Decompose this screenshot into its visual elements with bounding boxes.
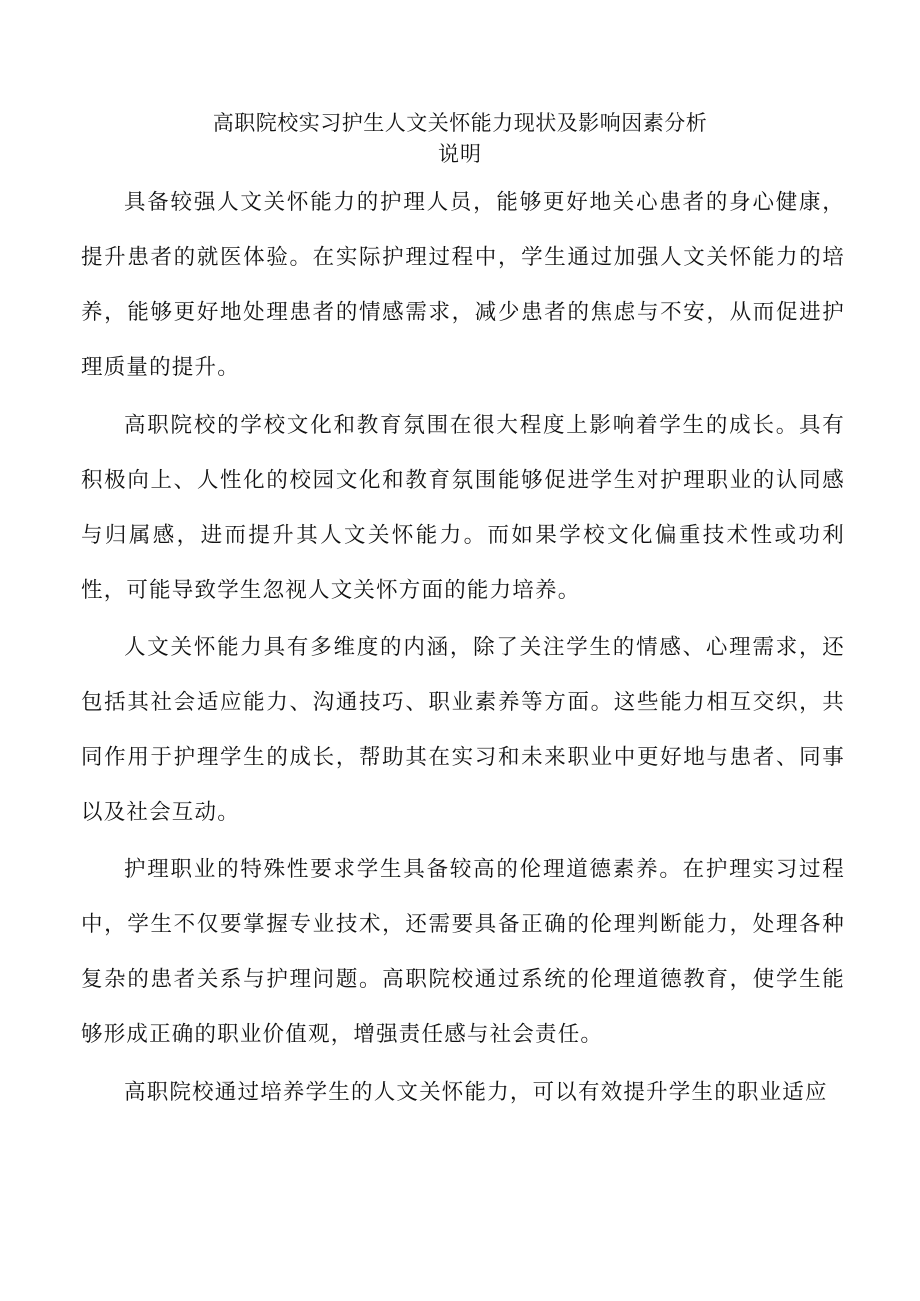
body-paragraph: 护理职业的特殊性要求学生具备较高的伦理道德素养。在护理实习过程中，学生不仅要掌握专业技术，还需要具备正确的伦理判断能力，处理各种复杂的患者关系与护理问题。高职院校通过系统的伦理道德教育，使学生能够形成正确的职业价值观，增强责任感与社会责任。 bbox=[81, 857, 845, 1047]
document-title: 高职院校实习护生人文关怀能力现状及影响因素分析 bbox=[212, 111, 708, 135]
body-paragraph: 高职院校通过培养学生的人文关怀能力，可以有效提升学生的职业适应 bbox=[124, 1080, 828, 1105]
body-paragraph: 高职院校的学校文化和教育氛围在很大程度上影响着学生的成长。具有积极向上、人性化的校园文化和教育氛围能够促进学生对护理职业的认同感与归属感，进而提升其人文关怀能力。而如果学校文化偏重技术性或功利性，可能导致学生忽视人文关怀方面的能力培养。 bbox=[81, 413, 845, 603]
document-subtitle: 说明 bbox=[438, 142, 482, 166]
body-paragraph: 人文关怀能力具有多维度的内涵，除了关注学生的情感、心理需求，还包括其社会适应能力、沟通技巧、职业素养等方面。这些能力相互交织，共同作用于护理学生的成长，帮助其在实习和未来职业中更好地与患者、同事以及社会互动。 bbox=[81, 635, 845, 825]
body-paragraph: 具备较强人文关怀能力的护理人员，能够更好地关心患者的身心健康，提升患者的就医体验。在实际护理过程中，学生通过加强人文关怀能力的培养，能够更好地处理患者的情感需求，减少患者的焦虑与不安，从而促进护理质量的提升。 bbox=[81, 190, 845, 380]
